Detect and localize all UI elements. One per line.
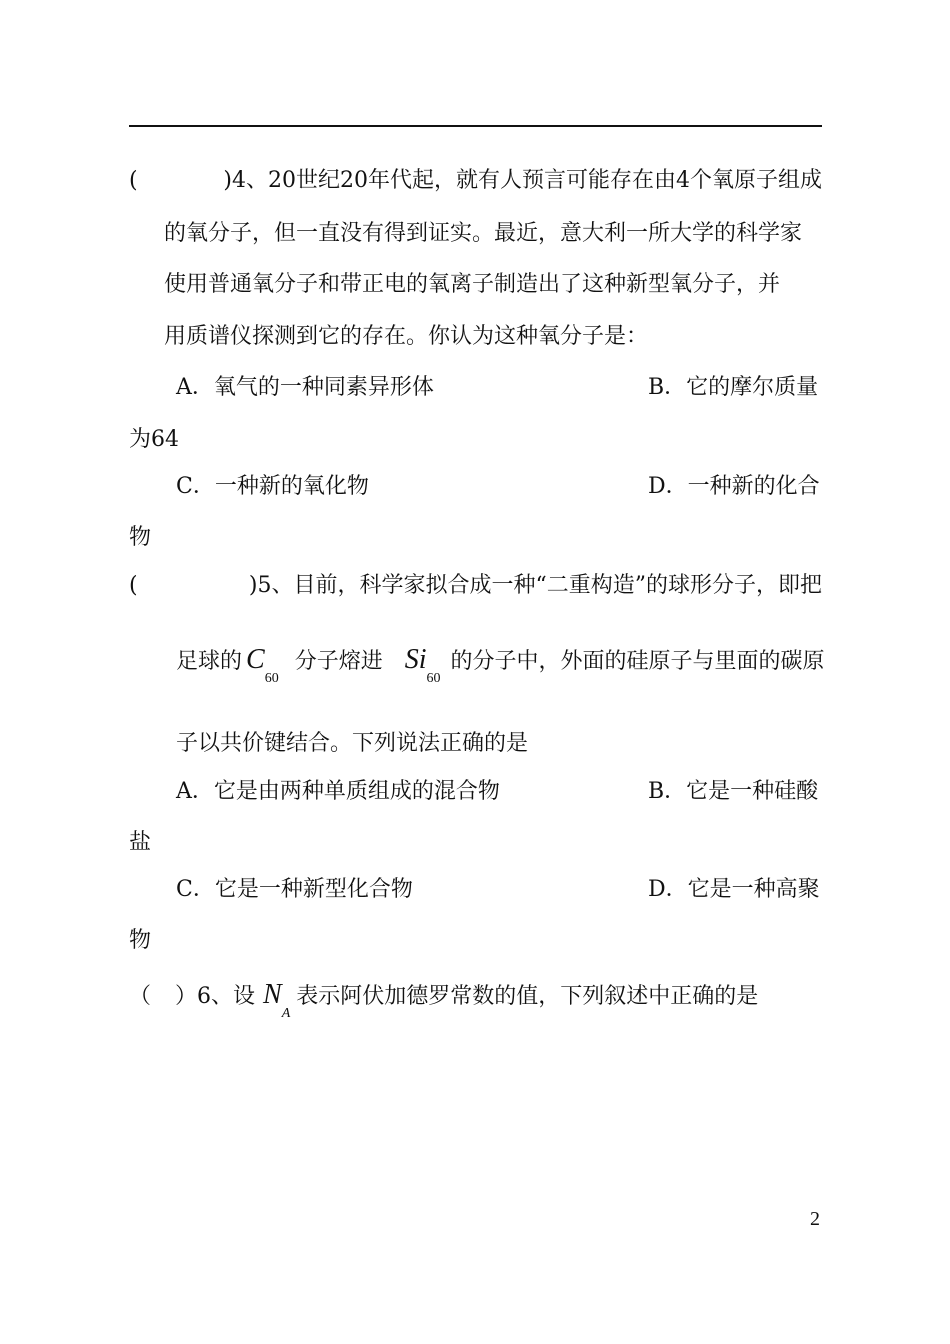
q5-option-b-cont: 盐	[129, 830, 152, 855]
q4-paren: (	[129, 168, 138, 193]
q4-option-b-cont: 为64	[129, 427, 179, 452]
n-letter: N	[263, 979, 282, 1010]
q4-head-line	[129, 166, 822, 196]
si60-formula	[404, 644, 441, 686]
q6-tail: 表示阿伏加德罗常数的值，下列叙述中正确的是	[296, 984, 759, 1009]
page-number: 2	[810, 1208, 820, 1230]
q6-head: ）6、设	[175, 984, 256, 1009]
q5-option-d: D．它是一种高聚	[648, 877, 820, 902]
q5-option-a: A．它是由两种单质组成的混合物	[176, 779, 500, 804]
q4-option-d-cont: 物	[129, 525, 152, 550]
header-rule	[129, 125, 822, 127]
q4-option-c: C．一种新的氧化物	[176, 474, 369, 499]
q5-line-2a: 足球的	[176, 649, 243, 674]
q4-line-4: 用质谱仪探测到它的存在。你认为这种氧分子是：	[164, 324, 649, 349]
c-subscript: 60	[264, 671, 279, 686]
c60-formula	[246, 644, 279, 686]
q4-option-b: B．它的摩尔质量	[648, 375, 819, 400]
q5-line-3: 子以共价键结合。下列说法正确的是	[176, 731, 529, 756]
q4-line-2: 的氧分子，但一直没有得到证实。最近，意大利一所大学的科学家	[164, 221, 803, 246]
n-subscript: A	[281, 1006, 291, 1021]
q5-line-2	[176, 644, 825, 686]
q5-option-b: B．它是一种硅酸	[648, 779, 819, 804]
q6-paren: （	[129, 984, 152, 1009]
c-symbol: C	[246, 644, 265, 675]
q5-option-d-cont: 物	[129, 928, 152, 953]
q6-line	[129, 979, 759, 1021]
q5-line-2b: 分子熔进	[294, 649, 383, 674]
si-symbol: Si	[404, 644, 427, 675]
na-symbol	[263, 979, 291, 1021]
q5-head-line	[129, 571, 822, 601]
q4-option-a: A．氧气的一种同素异形体	[176, 375, 434, 400]
q4-option-d: D．一种新的化合	[648, 474, 820, 499]
q5-head: )5、目前，科学家拟合成一种“二重构造”的球形分子，即把	[248, 573, 822, 598]
si-subscript: 60	[426, 671, 441, 686]
q5-line-2c: 的分子中，外面的硅原子与里面的碳原	[450, 649, 825, 674]
q5-paren: (	[129, 573, 138, 598]
q4-line-3: 使用普通氧分子和带正电的氧离子制造出了这种新型氧分子，并	[164, 272, 781, 297]
q4-head: )4、20世纪20年代起，就有人预言可能存在由4个氧原子组成	[223, 168, 822, 193]
q5-option-c: C．它是一种新型化合物	[176, 877, 413, 902]
